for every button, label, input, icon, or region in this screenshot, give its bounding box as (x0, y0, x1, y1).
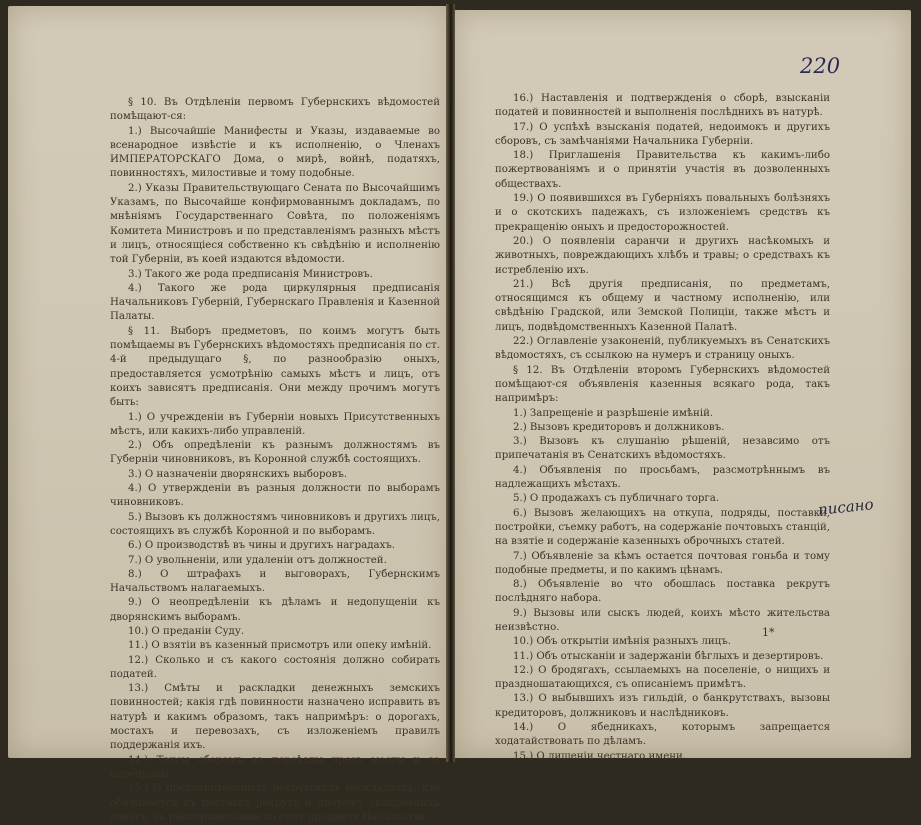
paragraph: 21.) Всѣ другія предписанія, по предметамъ, относящимся къ общему и частному исполненію, или свѣдѣнію Градской, или Земской Полиціи, также мѣстъ и лицъ, подвѣдомственныхъ Казенной Палатѣ. (495, 278, 830, 333)
paragraph: 8.) Объявленіе во что обошлась поставка рекрутъ послѣдняго набора. (495, 579, 830, 605)
paragraph: 6.) Вызовъ желающихъ на откупа, подряды, поставки, постройки, съемку работъ, на содержаніе почтовыхъ станцій, на взятіе и содержаніе казенныхъ оброчныхъ статей. (495, 507, 830, 548)
paragraph: 12.) О бродягахъ, ссылаемыхъ на поселеніе, о нищихъ и праздношатающихся, съ описаніемъ примѣтъ. (495, 664, 830, 691)
signature-mark: 1* (762, 626, 775, 639)
paragraph: 9.) Вызовы или сыскъ людей, коихъ мѣсто жительства неизвѣстно. (495, 607, 830, 633)
left-text-column (110, 96, 440, 825)
paragraph: 1.) Высочайшіе Манифесты и Указы, издаваемые во всенародное извѣстіе и къ исполненію, о Членахъ ИМПЕРАТОРСКАГО Дома, о мирѣ, войнѣ, податяхъ, повинностяхъ, милостивые и тому подобные. (110, 125, 440, 180)
paragraph: 3.) Вызовъ къ слушанію рѣшеній, незавсимо отъ припечатанія въ Сенатскихъ вѣдомостяхъ. (495, 436, 830, 462)
paragraph: 5.) О продажахъ съ публичнаго торга. (513, 493, 720, 505)
paragraph: § 11. Выборъ предметовъ, по коимъ могутъ быть помѣщаемы въ Губернскихъ вѣдомостяхъ предписанія по ст. 4-й предыдущаго §, по разнообразію оныхъ, предоставляется усмотрѣнію самыхъ мѣстъ и лицъ, отъ коихъ зависятъ предписанія. Они между прочимъ могутъ быть: (110, 325, 440, 409)
paragraph: 1.) О учрежденіи въ Губерніи новыхъ Присутственныхъ мѣстъ, или какихъ-либо управленій. (110, 411, 440, 437)
paragraph: 15.) О лишеніи честнаго имени. (513, 750, 687, 762)
paragraph: 16.) Наставленія и подтвержденія о сборѣ, взысканіи податей и повинностей и выполненія послѣднихъ въ натурѣ. (495, 93, 830, 119)
paragraph: 18.) Приглашенія Правительства къ какимъ-либо пожертвованіямъ и о принятіи участія въ дозволенныхъ обществахъ. (495, 150, 830, 190)
paragraph: 6.) О производствѣ въ чины и другихъ наградахъ. (128, 540, 396, 552)
paragraph: 7.) Объявленіе за кѣмъ остается почтовая гоньба и тому подобные предметы, и по какимъ цѣнамъ. (495, 550, 830, 576)
paragraph: 14.) О ябедникахъ, которымъ запрещается ходатайствовать по дѣламъ. (495, 722, 830, 748)
paragraph: 3.) Такого же рода предписанія Министровъ. (128, 268, 373, 280)
paragraph: 10.) О преданіи Суду. (128, 625, 245, 637)
paragraph: 2.) Объ опредѣленіи къ разнымъ должностямъ въ Губерніи чиновниковъ, въ Коронной службѣ состоящихъ. (110, 440, 440, 466)
paragraph: 11.) Объ отысканіи и задержаніи бѣглыхъ и дезертировъ. (513, 650, 824, 662)
paragraph: 4.) О утвержденіи въ разныя должности по выборамъ чиновниковъ. (110, 483, 440, 509)
paragraph: § 12. Въ Отдѣленіи второмъ Губернскихъ вѣдомостей помѣщают-ся объявленія казенныя всякаго рода, такъ напримѣръ: (495, 364, 830, 405)
paragraph: 3.) О назначеніи дворянскихъ выборовъ. (128, 468, 348, 480)
paragraph: 17.) О успѣхѣ взысканія податей, недоимокъ и другихъ сборовъ, съ замѣчаніями Начальника Губерніи. (495, 121, 830, 147)
paragraph: 9.) О неопредѣленіи къ дѣламъ и недопущеніи къ дворянскимъ выборамъ. (110, 597, 440, 623)
book-gutter (446, 4, 455, 762)
paragraph: 5.) Вызовъ къ должностямъ чиновниковъ и другихъ лицъ, состоящихъ въ службѣ Коронной и по выборамъ. (110, 511, 441, 537)
paragraph: 12.) Сколько и съ какого состоянія должно собирать податей. (110, 654, 440, 680)
paragraph: 13.) О выбывшихъ изъ гильдій, о банкрутствахъ, вызовы кредиторовъ, должниковъ и наслѣдниковъ. (495, 693, 830, 719)
paragraph: 19.) О появившихся въ Губерніяхъ повальныхъ болѣзняхъ и о скотскихъ падежахъ, съ изложеніемъ средствъ къ прекращенію оныхъ и предосторожностей. (495, 193, 830, 233)
paragraph: § 10. Въ Отдѣленіи первомъ Губернскихъ вѣдомостей помѣщают-ся: (110, 97, 440, 123)
paragraph: 15.) О предварительныхъ рекрутскихъ раскладкахъ; кто обязывается къ поставкѣ рекрутъ и платежу складочныхъ денегъ, съ распоряженіями по сему предмету Начальства. (110, 783, 440, 823)
right-text-column (495, 92, 830, 764)
paragraph: 8.) О штрафахъ и выговорахъ, Губернскимъ Начальствомъ налагаемыхъ. (110, 568, 440, 595)
paragraph: 10.) Объ открытіи имѣнія разныхъ лицъ. (513, 636, 731, 648)
paragraph: 13.) Смѣты и раскладки денежныхъ земскихъ повинностей; какія гдѣ повинности назначено исправить въ натурѣ и какимъ образомъ, такъ напримѣръ: о дорогахъ, мостахъ и перевозахъ, съ изложеніемъ правилъ поддержанія ихъ. (110, 683, 440, 752)
paragraph: 4.) Такого же рода циркулярныя предписанія Начальниковъ Губерній, Губернскаго Правленія и Казенной Палаты. (110, 282, 440, 323)
paragraph: 14.) Таксы сборамъ за переѣзды чрезъ мосты и за переправы. (110, 754, 440, 780)
paragraph: 11.) О взятіи въ казенный присмотръ или опеку имѣній. (128, 640, 432, 652)
paragraph: 4.) Объявленія по просьбамъ, разсмотрѣннымъ въ надлежащихъ мѣстахъ. (495, 464, 830, 491)
handwritten-page-number: 220 (800, 54, 841, 78)
handwritten-margin-note: писано (817, 495, 875, 519)
paragraph: 7.) О увольненіи, или удаленіи отъ должностей. (128, 554, 387, 566)
paragraph: 2.) Вызовъ кредиторовъ и должниковъ. (513, 421, 725, 433)
paragraph: 20.) О появленіи саранчи и другихъ насѣкомыхъ и животныхъ, повреждающихъ хлѣбъ и травы; о средствахъ къ истребленію ихъ. (495, 235, 830, 276)
paragraph: 2.) Указы Правительствующаго Сената по Высочайшимъ Указамъ, по Высочайше конфирмованнымъ докладамъ, по мнѣніямъ Государственнаго Совѣта, по положеніямъ Комитета Министровъ и по представленіямъ разныхъ мѣстъ и лицъ, относящіеся собственно къ свѣдѣнію и исполненію той Губерніи, въ коей издаются вѣдомости. (110, 182, 440, 266)
paragraph: 1.) Запрещеніе и разрѣшеніе имѣній. (513, 407, 714, 419)
paragraph: 22.) Оглавленіе узаконеній, публикуемыхъ въ Сенатскихъ вѣдомостяхъ, съ ссылкою на нумеръ и страницу оныхъ. (495, 336, 830, 362)
